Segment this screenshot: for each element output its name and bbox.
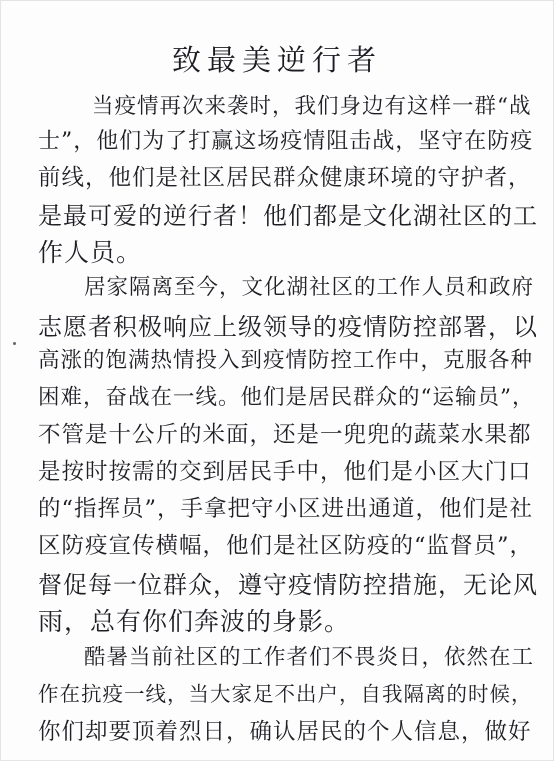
body-line: 高涨的饱满热情投入到疫情防控工作中，克服各种 [38,348,534,373]
body-line: 志愿者积极响应上级领导的疫情防控部署，以 [38,313,538,341]
body-line: 作在抗疫一线，当大家足不出户，自我隔离的时候， [38,682,533,706]
body-line: 酷暑当前社区的工作者们不畏炎日，依然在工 [84,645,535,670]
body-line: 区防疫宣传横幅，他们是社区防疫的“监督员”， [38,533,534,559]
body-line: 雨，总有你们奔波的身影。 [38,607,351,636]
body-line: 督促每一位群众，遵守疫情防控措施，无论风 [38,571,538,599]
body-line: 是按时按需的交到居民手中，他们是小区大门口 [38,459,532,485]
body-line: 士”，他们为了打赢这场疫情阻击战，坚守在防疫 [38,129,534,154]
body-line: 不管是十公斤的米面，还是一兜兜的蔬菜水果都 [38,422,532,448]
body-line: 居家隔离至今，文化湖社区的工作人员和政府 [84,275,535,300]
letter-title: 致最美逆行者 [171,43,382,77]
body-line: 的“指挥员”，手拿把守小区进出通道，他们是社 [38,496,534,522]
body-line: 作人员。 [38,238,143,267]
body-line: 困难，奋战在一线。他们是居民群众的“运输员”， [38,385,535,410]
body-line: 前线，他们是社区居民群众健康环境的守护者， [38,165,532,191]
body-line: 是最可爱的逆行者！他们都是文化湖社区的工 [38,202,538,230]
body-line: 你们却要顶着烈日，确认居民的个人信息，做好 [38,719,532,745]
body-line: 当疫情再次来袭时，我们身边有这样一群“战 [92,94,532,119]
margin-ink-dot [13,342,16,345]
